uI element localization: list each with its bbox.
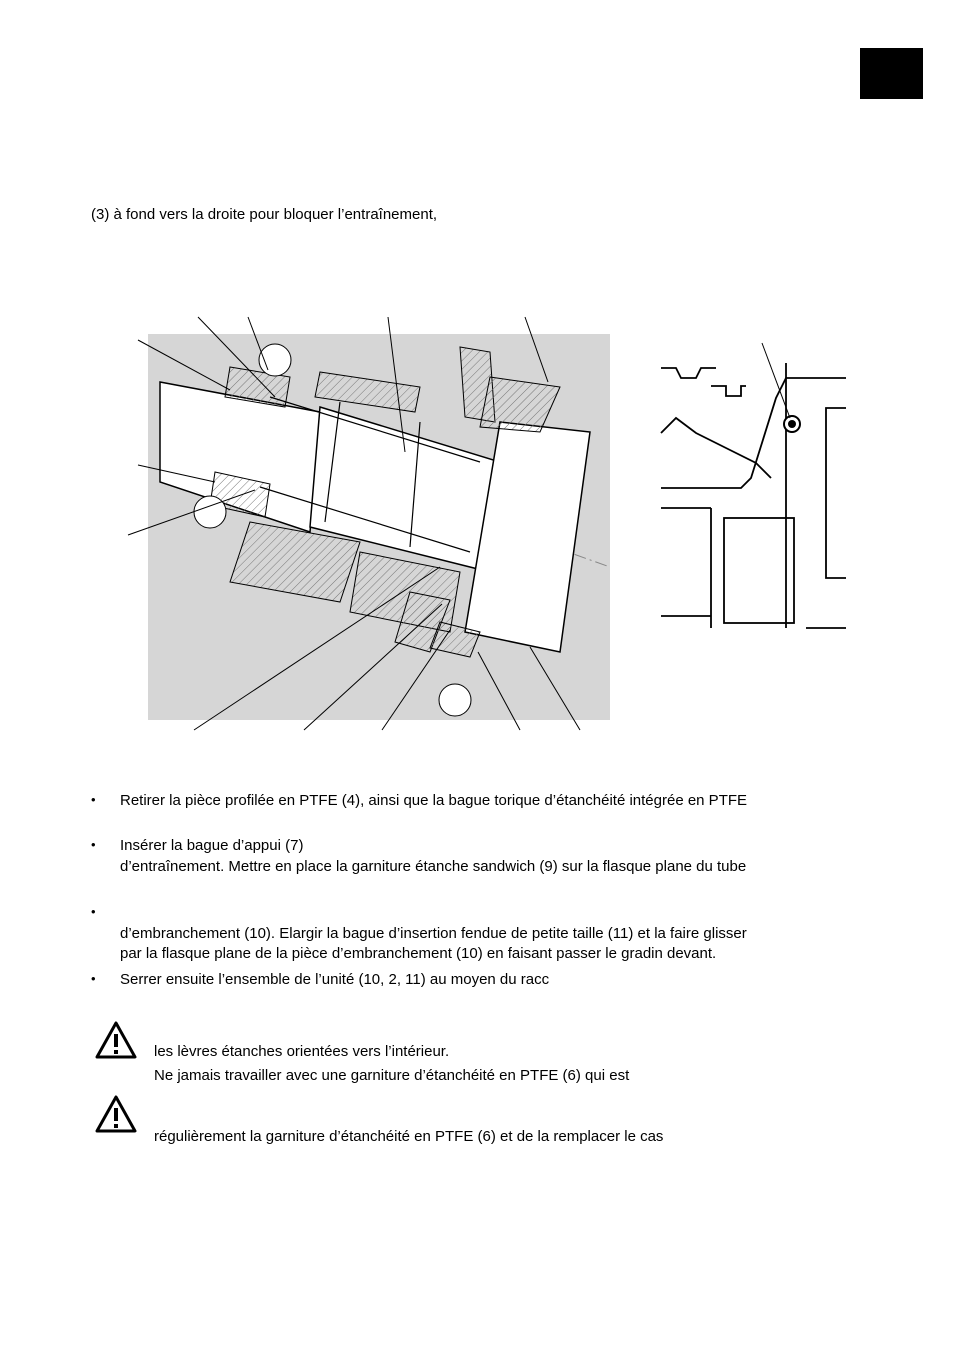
intro-line: (3) à fond vers la droite pour bloquer l’entraînement,	[91, 206, 438, 223]
warning-text: Ne jamais travailler avec une garniture d’étanchéité en PTFE (6) qui est	[154, 1067, 630, 1084]
language-tab-marker	[860, 48, 923, 99]
bullet-marker: •	[91, 904, 96, 919]
bullet-marker: •	[91, 971, 96, 986]
bullet-text: Insérer la bague d’appui (7)	[120, 837, 304, 854]
warning-text: régulièrement la garniture d’étanchéité en PTFE (6) et de la remplacer le cas	[154, 1128, 664, 1145]
seal-cross-section-drawing	[120, 312, 620, 732]
warning-triangle-icon	[94, 1094, 138, 1134]
bullet-continuation: d’embranchement (10). Elargir la bague d’insertion fendue de petite taille (11) et la faire glisser	[120, 925, 747, 942]
bullet-continuation: d’entraînement. Mettre en place la garniture étanche sandwich (9) sur la flasque plane du tube	[120, 858, 747, 875]
detail-drawing	[656, 338, 850, 638]
bullet-marker: •	[91, 837, 96, 852]
bullet-text: Serrer ensuite l’ensemble de l’unité (10, 2, 11) au moyen du racc	[120, 971, 550, 988]
warning-text: les lèvres étanches orientées vers l’intérieur.	[154, 1043, 450, 1060]
warning-triangle-icon	[94, 1020, 138, 1060]
bullet-marker: •	[91, 792, 96, 807]
bullet-text: Retirer la pièce profilée en PTFE (4), ainsi que la bague torique d’étanchéité intégrée en PTFE	[120, 792, 748, 809]
bullet-continuation: par la flasque plane de la pièce d’embranchement (10) en faisant passer le gradin devant.	[120, 945, 717, 962]
